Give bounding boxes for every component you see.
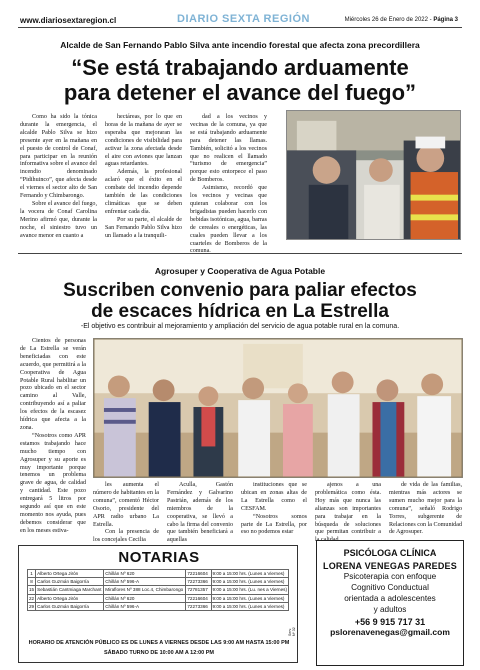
ad-email[interactable]: pslorenavenegas@gmail.com — [330, 627, 450, 637]
table-row — [28, 570, 289, 578]
paragraph: de vida de las familias, mientras más actores se sumen mucho mejor para la comuna”, señaló Rodrigo Torres, subgerente de Relaciones con la Comunidad de Agrosuper. — [389, 482, 462, 536]
notary-phone: 72273366 — [186, 602, 211, 610]
notary-hours: 9:00 a 15:00 hrs. (Lunes a Viernes) — [211, 594, 288, 602]
paragraph: Con la presencia de los concejales Cecilia — [93, 529, 159, 544]
table-row — [28, 578, 289, 586]
issue-info — [345, 17, 458, 23]
ad-name: LORENA VENEGAS PAREDES — [323, 561, 457, 571]
ad-line: orientada a adolescentes — [344, 594, 436, 603]
article2-photo-illustration — [94, 339, 462, 477]
row-number: 1 — [28, 570, 36, 578]
article1-headline-line1: “Se está trabajando arduamente — [71, 55, 409, 80]
article1-headline-line2: para detener el avance del fuego” — [63, 80, 417, 105]
paragraph: Por su parte, el alcalde de San Fernando Pablo Silva hizo un llamado a la tranquili- — [105, 216, 182, 239]
notary-hours: 9:00 a 15:00 hrs. (Lunes a Viernes) — [211, 570, 288, 578]
notary-address: Chillán Nº 620 — [104, 594, 186, 602]
notarias-hours-saturday: SÁBADO TURNO DE 10:00 AM A 12:00 PM — [103, 650, 215, 656]
table-row — [28, 602, 289, 610]
row-number: 15 — [29, 587, 35, 593]
paragraph: les aumenta el número de habitantes en la comuna”, comentó Héctor Osorio, presidente del APR radio urbano La Estrella. — [93, 482, 159, 528]
article1-column-1 — [20, 114, 97, 242]
article2-column-e — [389, 482, 462, 538]
article2-column-left — [20, 338, 86, 536]
notarias-vertical-note: Serv. Nº 32 — [288, 627, 296, 636]
article1-column-3 — [190, 114, 267, 255]
ad-title: PSICÓLOGA CLÍNICA — [343, 548, 437, 558]
article2-group-photo — [93, 338, 463, 478]
notary-hours: 9:00 a 15:00 hrs. (Lunes a Viernes) — [211, 602, 288, 610]
notary-name: Alberto Ortega Jirón — [36, 594, 104, 602]
article1-kicker: Alcalde de San Fernando Pablo Silva ante incendio forestal que afecta zona precordillera — [60, 40, 420, 50]
table-row — [28, 586, 289, 594]
notarias-hours-weekday: HORARIO DE ATENCIÓN PÚBLICO ES DE LUNES A VIERNES DESDE LAS 9:00 AM HASTA 15:00 PM — [28, 640, 290, 646]
article2-column-b — [167, 482, 233, 544]
paragraph: hectáreas, por lo que en horas de la mañana de ayer se esperaba que mejoraran las condiciones de visibilidad para activar la zona afectada desde el aire con aviones que lanzan aguas retardantes. — [105, 114, 182, 168]
notarias-title: NOTARIAS — [118, 549, 200, 566]
paragraph: dad a los vecinos y vecinas de la comuna, ya que se está trabajando arduamente para detener las llamas. También, solicitó a los vecinos que no realicen el llamado “turismo de emergencia” porque esto entorpece el paso de Bomberos. — [190, 114, 267, 184]
newspaper-title: DIARIO SEXTA REGIÓN — [177, 13, 310, 25]
ad-line: Cognitivo Conductual — [351, 583, 429, 592]
article2-column-a — [93, 482, 159, 544]
article1-photo-illustration — [287, 111, 460, 239]
notary-name: Carlos Guzmán Baigorría — [36, 578, 104, 586]
paragraph: Sobre el avance del fuego, la vocera de Conaf Carolina Merino afirmó que, durante la noche, el siniestro tuvo un avance menor en cuanto a — [20, 200, 97, 239]
psychologist-ad — [316, 540, 464, 666]
notary-phone: 72273366 — [186, 578, 211, 586]
issue-date: Miércoles 26 de Enero de 2022 - — [344, 17, 432, 23]
paragraph: Como ha sido la tónica durante la emergencia, el alcalde Pablo Silva se hizo presente ayer en la mañana en el puesto de control de Conaf, para participar en la reunión informativa sobre el avance del incendio denominado “Pidihuinco”, que afecta desde el viernes el sector alto de San Fernando y Chimbarongo. — [20, 114, 97, 200]
row-number: 8 — [28, 578, 36, 586]
paragraph: ajenos a una problemática como ésta. Hoy más que nunca las alianzas son importantes para trabajar en la búsqueda de soluciones que permitan contribuir a la calidad — [315, 482, 381, 544]
article2-column-d — [315, 482, 381, 544]
paragraph: Aculla, Gastón Fernández y Galvarino Pastrián, además de los miembros de la cooperativa, se llevó a cabo la firma del convenio que también beneficiará a aquellas — [167, 482, 233, 544]
paragraph: Además, la profesional aclaró que el éxito en el combate del incendio depende también de las condiciones climáticas que se deben enfrentar cada día. — [105, 169, 182, 215]
notarias-table — [27, 569, 289, 611]
article2-headline-line1: Suscriben convenio para paliar efectos — [63, 280, 417, 301]
notary-address: Chillán Nº 620 — [104, 570, 186, 578]
article2-headline-line2: de escaces hídrica en La Estrella — [91, 301, 389, 322]
table-row — [28, 594, 289, 602]
section-divider — [18, 253, 462, 254]
notary-address: Miraflores Nº 388 Loc.4, Chimbarongo — [104, 586, 186, 594]
ad-line: Psicoterapia con enfoque — [343, 572, 437, 581]
paragraph: “Nosotros somos parte de La Estrella, por eso no podemos estar — [241, 513, 307, 536]
notary-name: Carlos Guzmán Baigorría — [36, 602, 104, 610]
site-url[interactable]: www.diariosextaregion.cl — [20, 16, 117, 25]
paragraph: Cientos de personas de La Estrella se verán beneficiadas con este acuerdo, que permitirá a la Cooperativa de Agua Potable Rural habilitar un pozo ubicado en el sector camino al Valle, contribuyendo así a paliar los efectos de la escasez hídrica que afecta a la zona. — [20, 338, 86, 431]
notary-phone: 72216604 — [186, 594, 211, 602]
ad-line: y adultos — [373, 605, 407, 614]
notary-name: Sebastián Cantmiaga Marchant — [36, 586, 104, 594]
paragraph: Asimismo, recordó que los vecinos y vecinas que quieran colaborar con los brigadistas pueden hacerlo con bebidas isotónicas, agua, barras de cereales o energéticas, las cuales pueden llevar a los cuarteles de Bomberos de la comuna. — [190, 185, 267, 255]
masthead — [0, 0, 480, 26]
notary-phone: 72216604 — [186, 570, 211, 578]
notary-phone: 72781357 — [186, 586, 211, 594]
article2-kicker: Agrosuper y Cooperativa de Agua Potable — [154, 266, 326, 276]
ad-phone[interactable]: +56 9 915 717 31 — [354, 617, 426, 627]
notary-name: Alberto Ortega Jirón — [36, 570, 104, 578]
row-number: 22 — [29, 595, 35, 601]
paragraph: “Nosotros como APR estamos trabajando hace mucho tiempo con Agrosuper y su aporte es muy importante porque tenemos un problema grave de agua, de calidad y cantidad. Este pozo entregará 5 litros por segundo así que en este momento nos ayuda, pues debemos considerar que en los meses estiva- — [20, 432, 86, 534]
page-number: Página 3 — [433, 17, 458, 23]
notary-address: Chillán Nº 596-A — [104, 578, 186, 586]
paragraph: instituciones que se ubican en zonas altas de La Estrella como el CESFAM. — [241, 482, 307, 512]
notary-hours: 9:00 a 15:00 hrs. (Lunes a Viernes) — [211, 578, 288, 586]
article2-subhead: -El objetivo es contribuir al mejoramiento y ampliación del servicio de agua potable rural en la comuna. — [80, 323, 400, 330]
row-number: 29 — [29, 603, 35, 609]
notarias-box — [18, 545, 298, 663]
notary-address: Chillán Nº 596-A — [104, 602, 186, 610]
article2-column-c — [241, 482, 307, 538]
article1-column-2 — [105, 114, 182, 242]
article1-photo — [286, 110, 461, 240]
notary-hours: 9:00 a 15:00 hrs. (Lu. nes a Viernes) — [212, 587, 287, 593]
masthead-divider — [18, 27, 462, 28]
